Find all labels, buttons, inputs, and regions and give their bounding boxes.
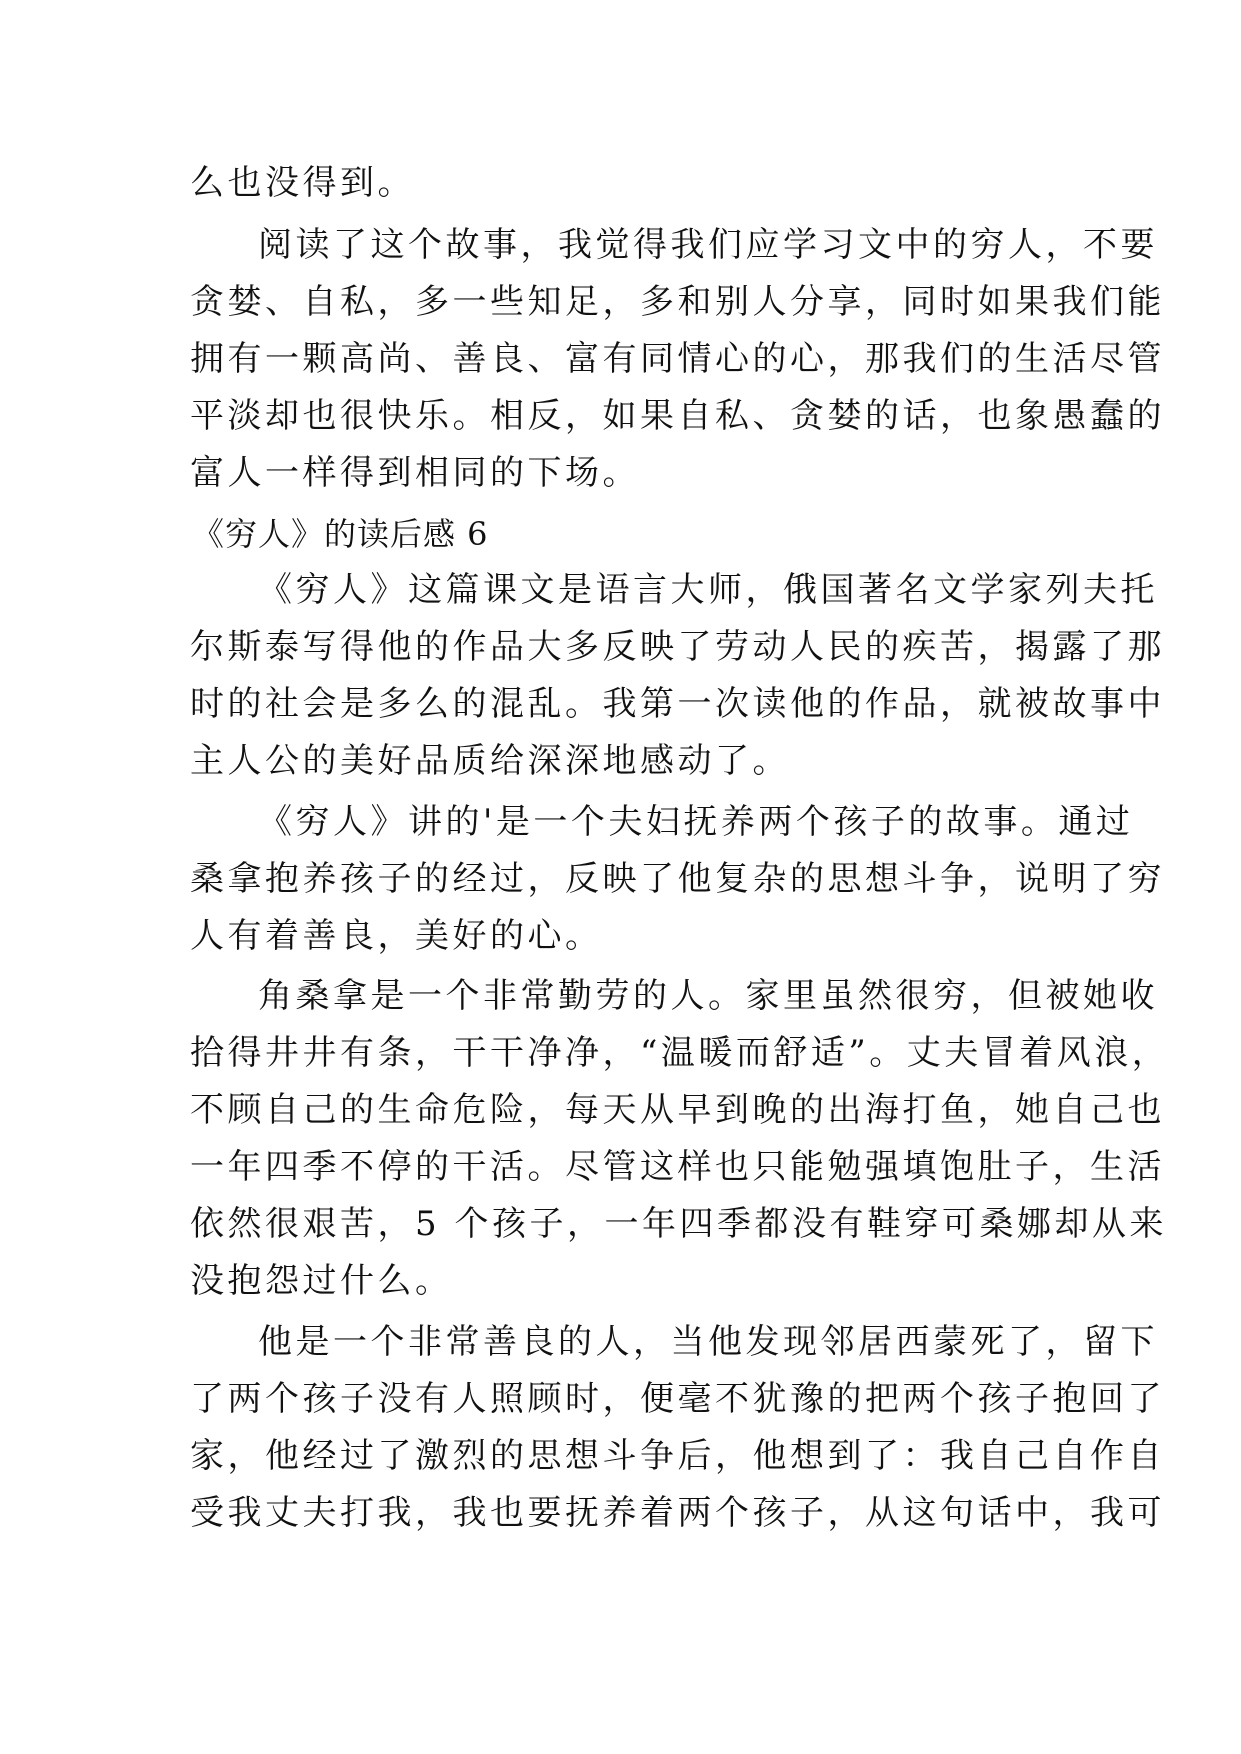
text-line: 依然很艰苦，5 个孩子，一年四季都没有鞋穿可桑娜却从来	[190, 1204, 1167, 1244]
text-line: 家，他经过了激烈的思想斗争后，他想到了：我自己自作自	[190, 1436, 1165, 1476]
text-line: 拥有一颗高尚、善良、富有同情心的心，那我们的生活尽管	[190, 339, 1165, 379]
text-line: 了两个孩子没有人照顾时，便毫不犹豫的把两个孩子抱回了	[190, 1379, 1165, 1419]
text-line: 拾得井井有条，干干净净，“温暖而舒适”。丈夫冒着风浪，	[190, 1033, 1170, 1073]
paragraph-first-line: 阅读了这个故事，我觉得我们应学习文中的穷人，不要	[258, 225, 1158, 265]
text-line: 贪婪、自私，多一些知足，多和别人分享，同时如果我们能	[190, 282, 1165, 322]
paragraph-first-line: 《穷人》这篇课文是语言大师，俄国著名文学家列夫托	[258, 570, 1158, 610]
text-line: 时的社会是多么的混乱。我第一次读他的作品，就被故事中	[190, 684, 1165, 724]
paragraph-first-line: 角桑拿是一个非常勤劳的人。家里虽然很穷，但被她收	[258, 976, 1158, 1016]
text-line: 么也没得到。	[190, 163, 415, 203]
text-line: 富人一样得到相同的下场。	[190, 453, 640, 493]
text-line: 没抱怨过什么。	[190, 1261, 453, 1301]
text-line: 受我丈夫打我，我也要抚养着两个孩子，从这句话中，我可	[190, 1493, 1165, 1533]
paragraph-first-line: 《穷人》讲的'是一个夫妇抚养两个孩子的故事。通过	[258, 802, 1134, 842]
text-line: 人有着善良，美好的心。	[190, 916, 603, 956]
text-line: 桑拿抱养孩子的经过，反映了他复杂的思想斗争，说明了穷	[190, 859, 1165, 899]
text-line: 一年四季不停的干活。尽管这样也只能勉强填饱肚子，生活	[190, 1147, 1165, 1187]
text-line: 平淡却也很快乐。相反，如果自私、贪婪的话，也象愚蠢的	[190, 396, 1165, 436]
text-line: 尔斯泰写得他的作品大多反映了劳动人民的疾苦，揭露了那	[190, 627, 1165, 667]
section-heading: 《穷人》的读后感 6	[192, 515, 489, 553]
text-line: 主人公的美好品质给深深地感动了。	[190, 741, 790, 781]
paragraph-first-line: 他是一个非常善良的人，当他发现邻居西蒙死了，留下	[258, 1322, 1158, 1362]
text-line: 不顾自己的生命危险，每天从早到晚的出海打鱼，她自己也	[190, 1090, 1165, 1130]
